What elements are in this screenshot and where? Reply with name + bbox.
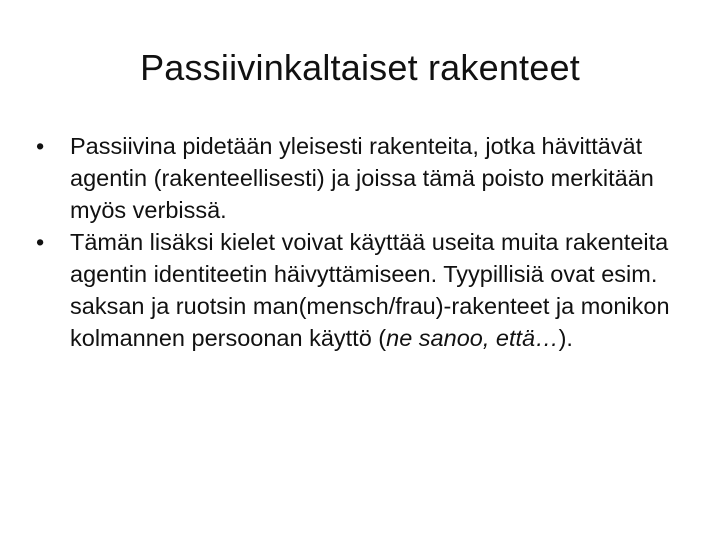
bullet-icon: • (36, 229, 45, 255)
bullet-text-main: Tämän lisäksi kielet voivat käyttää useita muita rakenteita agentin identiteetin häivyttämiseen. Tyypillisiä ovat esim. saksan ja ruotsin man(mensch/frau)-rakenteet ja monikon kolmannen persoonan käyttö ( (70, 229, 670, 351)
bullet-text-closing: ). (558, 325, 573, 351)
example-italic-text: ne sanoo, että… (386, 325, 559, 351)
bullet-icon: • (36, 133, 45, 159)
bullet-item-passive-definition (36, 130, 686, 226)
bullet-text: Passiivina pidetään yleisesti rakenteita, jotka hävittävät agentin (rakenteellisesti) ja joissa tämä poisto merkitään myös verbissä. (70, 133, 654, 223)
bullet-text (70, 229, 670, 351)
bullet-list (36, 130, 686, 354)
slide-title: Passiivinkaltaiset rakenteet (140, 47, 580, 88)
bullet-item-other-constructions (36, 226, 686, 354)
